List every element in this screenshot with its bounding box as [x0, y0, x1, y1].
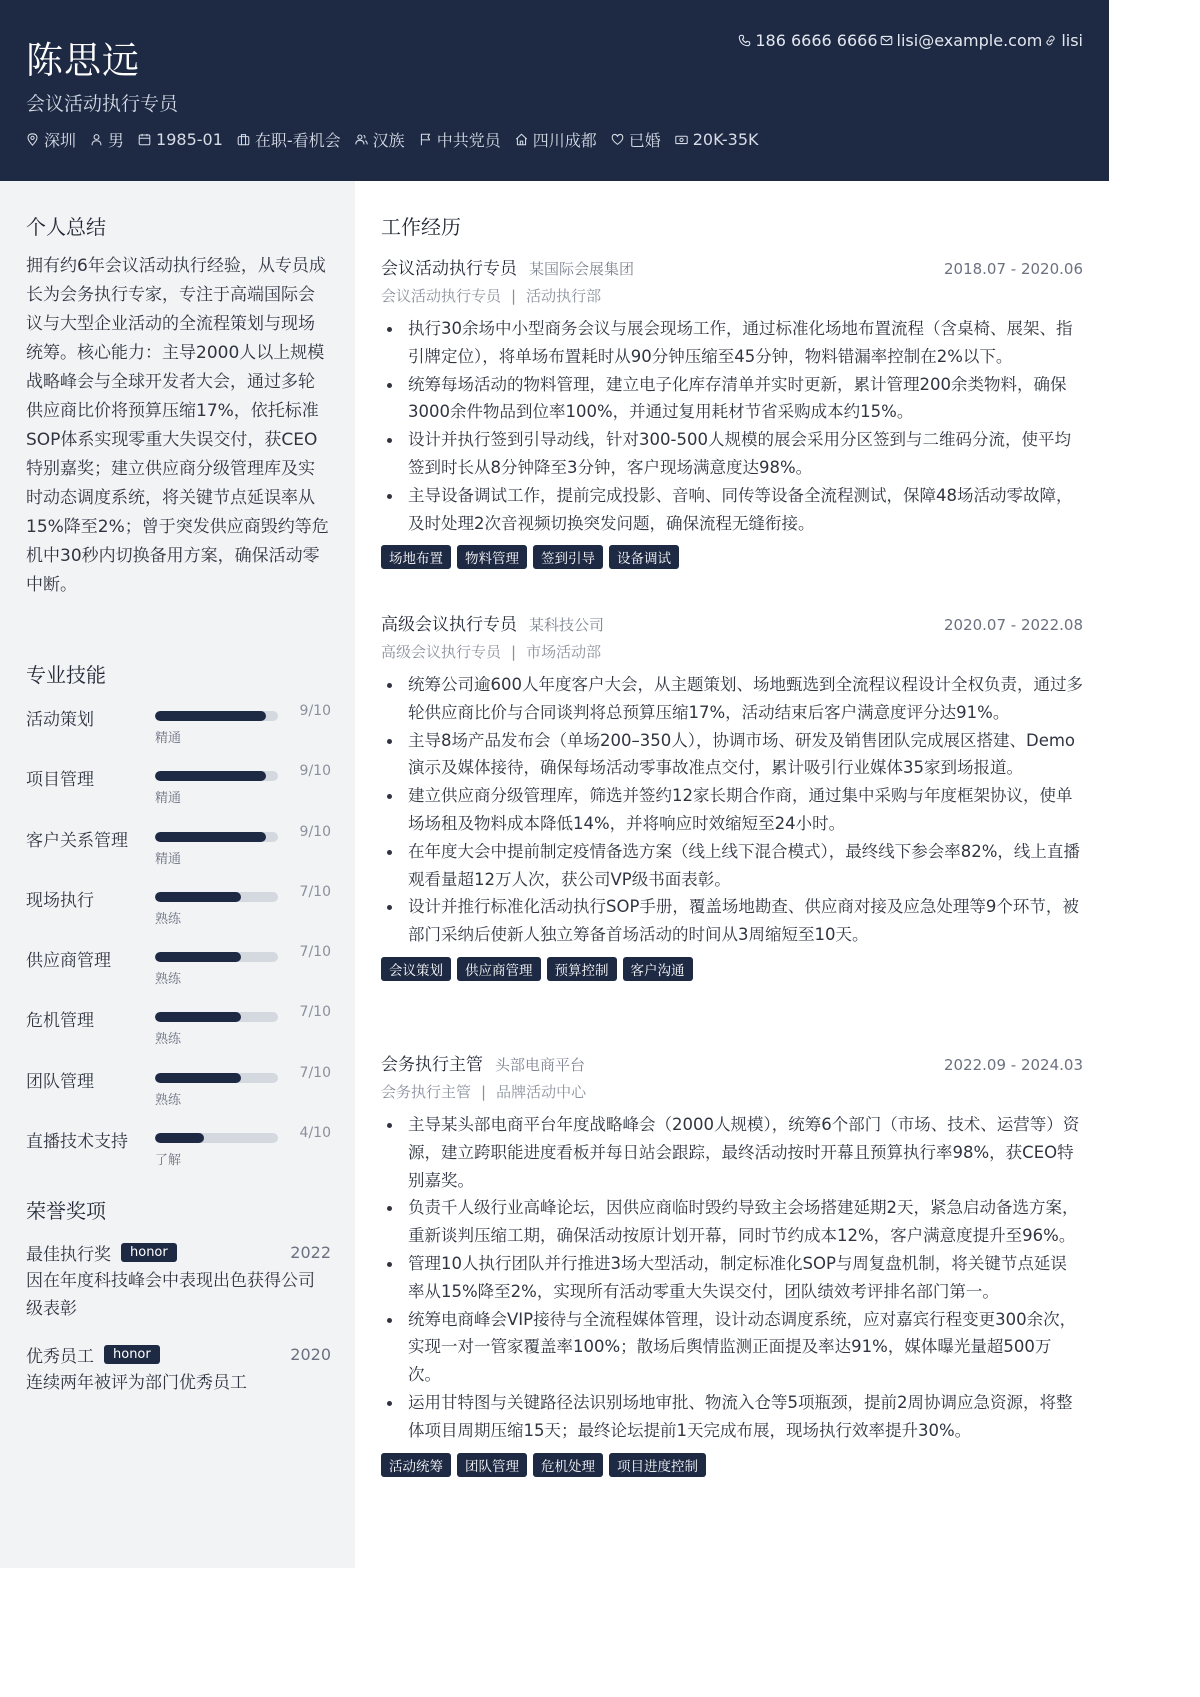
candidate-title: 会议活动执行专员: [26, 93, 179, 115]
skill-bar-fill: [155, 892, 241, 902]
link-icon: [1044, 34, 1057, 47]
skill-score: 7/10: [299, 884, 331, 900]
job-entry: [381, 1050, 1083, 1477]
status-text: 在职-看机会: [254, 131, 341, 150]
skill-item: [26, 944, 331, 994]
user-icon: [90, 133, 103, 146]
skill-bar: [155, 832, 278, 842]
skill-name: 团队管理: [26, 1072, 94, 1092]
meta-location: [26, 128, 76, 151]
job-bullet: 设计并执行签到引导动线，针对300-500人规模的展会采用分区签到与二维码分流，使平均签到时长从8分钟降至3分钟，客户现场满意度达98%。: [381, 426, 1083, 482]
link-text: lisi: [1061, 31, 1083, 50]
flag-icon: [419, 133, 432, 146]
briefcase-icon: [237, 133, 250, 146]
meta-hometown: [515, 128, 597, 151]
job-bullets: [381, 315, 1083, 537]
skill-bar-fill: [155, 832, 266, 842]
job-entry: [381, 254, 1083, 569]
skill-bar-fill: [155, 1133, 204, 1143]
skill-score: 4/10: [299, 1125, 331, 1141]
skill-level: 精通: [155, 791, 182, 806]
award-badge: honor: [121, 1243, 177, 1262]
job-separator: |: [481, 1083, 487, 1101]
meta-marital: [611, 128, 661, 151]
award-year: 2020: [290, 1344, 331, 1364]
job-date: 2020.07 - 2022.08: [943, 616, 1083, 634]
job-bullet: 执行30余场中小型商务会议与展会现场工作，通过标准化场地布置流程（含桌椅、展架、指引牌定位），将单场布置耗时从90分钟压缩至45分钟，物料错漏率控制在2%以下。: [381, 315, 1083, 371]
skill-bar: [155, 892, 278, 902]
summary-heading: 个人总结: [26, 215, 106, 239]
job-bullet: 统筹电商峰会VIP接待与全流程媒体管理，设计动态调度系统，应对嘉宾行程变更300余次，实现一对一管家覆盖率100%；散场后舆情监测正面提及率达91%，媒体曝光量超500万次。: [381, 1306, 1083, 1389]
job-tags: [381, 1453, 1083, 1477]
ethnicity-text: 汉族: [372, 131, 405, 150]
heart-icon: [611, 133, 624, 146]
award-name: 最佳执行奖: [26, 1244, 111, 1265]
skill-tag: 项目进度控制: [609, 1453, 706, 1477]
job-department: 活动执行部: [526, 287, 602, 305]
award-item: [26, 1341, 331, 1397]
calendar-icon: [138, 133, 151, 146]
job-separator: |: [511, 643, 517, 661]
summary-text: 拥有约6年会议活动执行经验，从专员成长为会务执行专家，专注于高端国际会议与大型企业活动的全流程策划与现场统筹。核心能力：主导2000人以上规模战略峰会与全球开发者大会，通过多轮供应商比价将预算压缩17%，依托标准SOP体系实现零重大失误交付，获CEO特别嘉奖；建立供应商分级管理库及实时动态调度系统，将关键节点延误率从15%降至2%；曾于突发供应商毁约等危机中30秒内切换备用方案，确保活动零中断。: [26, 256, 329, 595]
skill-tag: 设备调试: [609, 545, 679, 569]
skill-name: 供应商管理: [26, 951, 111, 971]
skill-name: 项目管理: [26, 770, 94, 790]
skill-level: 熟练: [155, 1032, 182, 1047]
job-bullet: 负责千人级行业高峰论坛，因供应商临时毁约导致主会场搭建延期2天，紧急启动备选方案，重新谈判压缩工期，确保活动按原计划开幕，同时节约成本12%，客户满意度提升至96%。: [381, 1194, 1083, 1250]
skill-name: 危机管理: [26, 1011, 94, 1031]
politics-text: 中共党员: [436, 131, 501, 150]
skill-item: [26, 1004, 331, 1054]
location-pin-icon: [26, 133, 39, 146]
job-separator: |: [511, 287, 517, 305]
phone-contact[interactable]: [738, 31, 877, 50]
skill-bar-fill: [155, 1073, 241, 1083]
skill-score: 9/10: [299, 824, 331, 840]
skill-level: 了解: [155, 1153, 182, 1168]
skill-score: 7/10: [299, 944, 331, 960]
job-date: 2018.07 - 2020.06: [943, 260, 1083, 278]
award-item: [26, 1239, 331, 1323]
skill-item: [26, 1125, 331, 1175]
skill-tag: 物料管理: [457, 545, 527, 569]
job-tags: [381, 957, 1083, 981]
job-subline: [381, 285, 1083, 305]
award-year: 2022: [290, 1242, 331, 1262]
job-date: 2022.09 - 2024.03: [943, 1056, 1083, 1074]
gender-text: 男: [108, 131, 125, 150]
job-company: 某科技公司: [529, 616, 605, 634]
job-bullet: 主导设备调试工作，提前完成投影、音响、同传等设备全流程测试，保障48场活动零故障，及时处理2次音视频切换突发问题，确保流程无缝衔接。: [381, 482, 1083, 538]
job-tags: [381, 545, 1083, 569]
skill-tag: 客户沟通: [623, 957, 693, 981]
skill-tag: 供应商管理: [457, 957, 541, 981]
skill-bar: [155, 952, 278, 962]
skill-score: 7/10: [299, 1065, 331, 1081]
job-bullet: 设计并推行标准化活动执行SOP手册，覆盖场地勘查、供应商对接及应急处理等9个环节，被部门采纳后使新人独立筹备首场活动的时间从3周缩短至10天。: [381, 893, 1083, 949]
skill-tag: 危机处理: [533, 1453, 603, 1477]
skill-tag: 活动统筹: [381, 1453, 451, 1477]
meta-gender: [90, 128, 124, 151]
skill-bar-fill: [155, 771, 266, 781]
job-bullets: [381, 671, 1083, 949]
birth-text: 1985-01: [156, 130, 223, 149]
job-position: 高级会议执行专员: [381, 643, 502, 661]
job-department: 品牌活动中心: [496, 1083, 587, 1101]
meta-birth: [138, 128, 223, 151]
personal-meta: [26, 128, 759, 151]
skill-tag: 会议策划: [381, 957, 451, 981]
award-badge: honor: [104, 1345, 160, 1364]
skill-level: 熟练: [155, 1093, 182, 1108]
job-bullets: [381, 1111, 1083, 1445]
money-icon: [675, 133, 688, 146]
job-bullet: 在年度大会中提前制定疫情备选方案（线上线下混合模式），最终线下参会率82%，线上直播观看量超12万人次，获公司VP级书面表彰。: [381, 838, 1083, 894]
skill-bar: [155, 1133, 278, 1143]
phone-icon: [738, 34, 751, 47]
phone-number: 186 6666 6666: [755, 31, 878, 50]
skill-level: 精通: [155, 731, 182, 746]
job-bullet: 运用甘特图与关键路径法识别场地审批、物流入仓等5项瓶颈，提前2周协调应急资源，将整体项目周期压缩15天；最终论坛提前1天完成布展，现场执行效率提升30%。: [381, 1389, 1083, 1445]
mail-icon: [880, 34, 893, 47]
award-description: 因在年度科技峰会中表现出色获得公司级表彰: [26, 1271, 315, 1319]
skill-bar-fill: [155, 952, 241, 962]
location-text: 深圳: [44, 131, 77, 150]
email-address: lisi@example.com: [896, 31, 1043, 50]
awards-heading: 荣誉奖项: [26, 1199, 106, 1223]
job-bullet: 建立供应商分级管理库，筛选并签约12家长期合作商，通过集中采购与年度框架协议，使单场场租及物料成本降低14%，并将响应时效缩短至24小时。: [381, 782, 1083, 838]
skill-bar: [155, 711, 278, 721]
skill-bar: [155, 1012, 278, 1022]
meta-ethnicity: [355, 128, 405, 151]
skill-item: [26, 884, 331, 934]
header-banner: [0, 0, 1109, 181]
skill-bar: [155, 1073, 278, 1083]
job-entry: [381, 610, 1083, 981]
skill-item: [26, 703, 331, 753]
skill-tag: 团队管理: [457, 1453, 527, 1477]
award-name: 优秀员工: [26, 1346, 94, 1367]
job-subline: [381, 1081, 1083, 1101]
skill-name: 活动策划: [26, 710, 94, 730]
salary-text: 20K-35K: [692, 130, 759, 149]
link-contact[interactable]: [1044, 31, 1083, 50]
skill-bar: [155, 771, 278, 781]
job-position: 会务执行主管: [381, 1083, 472, 1101]
award-description: 连续两年被评为部门优秀员工: [26, 1373, 247, 1393]
meta-politics: [419, 128, 501, 151]
meta-status: [237, 128, 341, 151]
email-contact[interactable]: [880, 31, 1043, 50]
skill-score: 9/10: [299, 763, 331, 779]
skill-level: 熟练: [155, 912, 182, 927]
skill-level: 精通: [155, 852, 182, 867]
skill-level: 熟练: [155, 972, 182, 987]
skill-item: [26, 824, 331, 874]
job-role: 会务执行主管: [381, 1055, 483, 1075]
contact-info: [738, 31, 1083, 50]
skill-bar-fill: [155, 711, 266, 721]
skill-score: 7/10: [299, 1004, 331, 1020]
skill-name: 客户关系管理: [26, 831, 128, 851]
skill-item: [26, 1065, 331, 1115]
hometown-text: 四川成都: [532, 131, 597, 150]
skill-bar-fill: [155, 1012, 241, 1022]
job-role: 高级会议执行专员: [381, 615, 517, 635]
job-bullet: 统筹公司逾600人年度客户大会，从主题策划、场地甄选到全流程议程设计全权负责，通过多轮供应商比价与合同谈判将总预算压缩17%，活动结束后客户满意度评分达91%。: [381, 671, 1083, 727]
job-bullet: 统筹每场活动的物料管理，建立电子化库存清单并实时更新，累计管理200余类物料，确保3000余件物品到位率100%，并通过复用耗材节省采购成本约15%。: [381, 371, 1083, 427]
skill-name: 直播技术支持: [26, 1132, 128, 1152]
skill-score: 9/10: [299, 703, 331, 719]
job-position: 会议活动执行专员: [381, 287, 502, 305]
skills-heading: 专业技能: [26, 663, 106, 687]
job-bullet: 主导某头部电商平台年度战略峰会（2000人规模），统筹6个部门（市场、技术、运营等）资源，建立跨职能进度看板并每日站会跟踪，最终活动按时开幕且预算执行率98%，获CEO特别嘉奖。: [381, 1111, 1083, 1194]
skill-tag: 预算控制: [547, 957, 617, 981]
skill-tag: 签到引导: [533, 545, 603, 569]
home-icon: [515, 133, 528, 146]
meta-salary: [675, 128, 759, 151]
job-bullet: 管理10人执行团队并行推进3场大型活动，制定标准化SOP与周复盘机制，将关键节点延误率从15%降至2%，实现所有活动零重大失误交付，团队绩效考评排名部门第一。: [381, 1250, 1083, 1306]
job-bullet: 主导8场产品发布会（单场200–350人），协调市场、研发及销售团队完成展区搭建、Demo演示及媒体接待，确保每场活动零事故准点交付，累计吸引行业媒体35家到场报道。: [381, 727, 1083, 783]
candidate-name: 陈思远: [26, 39, 140, 82]
job-department: 市场活动部: [526, 643, 602, 661]
skill-tag: 场地布置: [381, 545, 451, 569]
job-company: 头部电商平台: [495, 1056, 586, 1074]
job-role: 会议活动执行专员: [381, 259, 517, 279]
users-icon: [355, 133, 368, 146]
job-subline: [381, 641, 1083, 661]
marital-text: 已婚: [628, 131, 661, 150]
skill-name: 现场执行: [26, 891, 94, 911]
experience-heading: 工作经历: [381, 215, 461, 239]
skill-item: [26, 763, 331, 813]
job-company: 某国际会展集团: [529, 260, 635, 278]
